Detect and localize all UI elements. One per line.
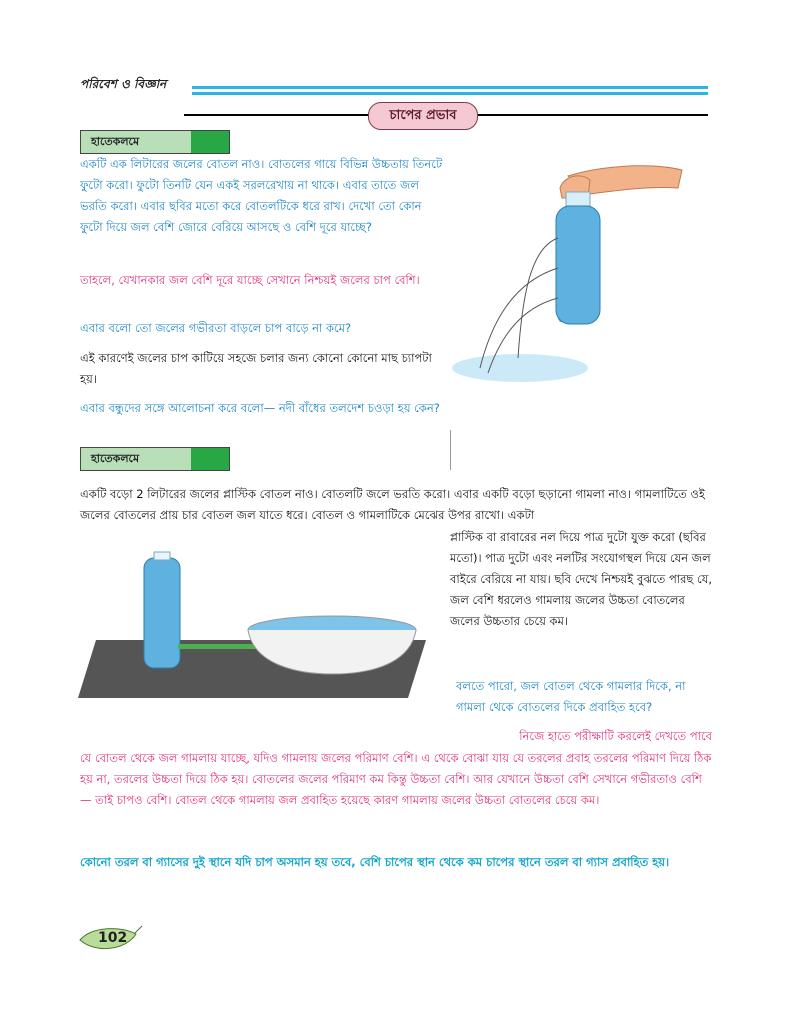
- activity1-instructions: একটি এক লিটারের জলের বোতল নাও। বোতলের গায়ে বিভিন্ন উচ্চতায় তিনটে ফুটো করো। ফুটো তিনটি যেন একই সরলরেখায় না থাকে। এবার তাতে জল ভরতি করো। এবার ছবির মতো করে বোতলটিকে ধরে রাখ। দেখো তো কোন ফুটো দিয়ে জল বেশি জোরে বেরিয়ে আসছে ও বেশি দূরে যাচ্ছে?: [80, 157, 443, 234]
- running-header: পরিবেশ ও বিজ্ঞান: [80, 77, 167, 91]
- bottle-jets-illustration: [450, 158, 720, 398]
- activity2-answer-intro: নিজে হাতে পরীক্ষাটি করলেই দেখতে পাবে: [519, 729, 712, 743]
- activity-tag-swatch: [191, 131, 229, 153]
- activity1-question: এবার বলো তো জলের গভীরতা বাড়লে চাপ বাড়ে না কমে?: [80, 321, 352, 335]
- column-divider: [450, 430, 451, 470]
- activity1-dam-question: এবার বন্ধুদের সঙ্গে আলোচনা করে বলো— নদী বাঁধের তলদেশ চওড়া হয় কেন?: [80, 401, 440, 415]
- section-rule-left: [184, 114, 370, 116]
- page-number-badge: [78, 924, 144, 954]
- activity1-observation: তাহলে, যেখানকার জল বেশি দূরে যাচ্ছে সেখানে নিশ্চয়ই জলের চাপ বেশি।: [80, 273, 420, 287]
- activity-tag-label: হাতেকলমে: [81, 131, 191, 153]
- section-title: চাপের প্রভাব: [368, 102, 478, 130]
- activity-tag: [80, 447, 230, 471]
- bottle-basin-illustration: [78, 548, 440, 698]
- activity-tag-label: হাতেকলমে: [81, 448, 191, 470]
- activity1-fish-fact: এই কারণেই জলের চাপ কাটিয়ে সহজে চলার জন্য কোনো কোনো মাছ চ্যাপটা হয়।: [80, 351, 432, 386]
- header-rule: [192, 86, 708, 96]
- activity2-question: বলতে পারো, জল বোতল থেকে গামলার দিকে, না গামলা থেকে বোতলের দিকে প্রবাহিত হবে?: [456, 679, 686, 714]
- activity2-instructions: একটি বড়ো 2 লিটারের জলের প্লাস্টিক বোতল নাও। বোতলটি জলে ভরতি করো। এবার একটি বড়ো ছড়ানো গামলা নাও। গামলাটিতে ওই জলের বোতলের প্রায় চার বোতল জল যাতে ধরে। বোতল ও গামলাটিকে মেঝের উপর রাখো। একটা: [80, 487, 705, 522]
- section-rule-right: [476, 114, 708, 116]
- activity2-instructions-continued: প্লাস্টিক বা রাবারের নল দিয়ে পাত্র দুটো যুক্ত করো (ছবির মতো)। পাত্র দুটো এবং নলটির সংযোগস্থল দিয়ে যেন জল বাইরে বেরিয়ে না যায়। ছবি দেখে নিশ্চয়ই বুঝতে পারছ যে, জল বেশি ধরলেও গামলায় জলের উচ্চতা বোতলের জলের উচ্চতার চেয়ে কম।: [450, 530, 712, 628]
- activity2-answer: যে বোতল থেকে জল গামলায় যাচ্ছে, যদিও গামলায় জলের পরিমাণ বেশি। এ থেকে বোঝা যায় যে তরলের প্রবাহ তরলের পরিমাণ দিয়ে ঠিক হয় না, তরলের উচ্চতা দিয়ে ঠিক হয়। বোতলের জলের পরিমাণ কম কিন্তু উচ্চতা বেশি। আর যেখানে উচ্চতা বেশি সেখানে গভীরতাও বেশি— তাই চাপও বেশি। বোতল থেকে গামলায় জল প্রবাহিত হয়েছে কারণ গামলায় জলের উচ্চতা বোতলের চেয়ে কম।: [80, 751, 712, 807]
- page-number: 102: [98, 930, 128, 946]
- activity-tag: [80, 130, 230, 154]
- pressure-conclusion: কোনো তরল বা গ্যাসের দুই স্থানে যদি চাপ অসমান হয় তবে, বেশি চাপের স্থান থেকে কম চাপের স্থানে তরল বা গ্যাস প্রবাহিত হয়।: [80, 855, 670, 869]
- activity-tag-swatch: [191, 448, 229, 470]
